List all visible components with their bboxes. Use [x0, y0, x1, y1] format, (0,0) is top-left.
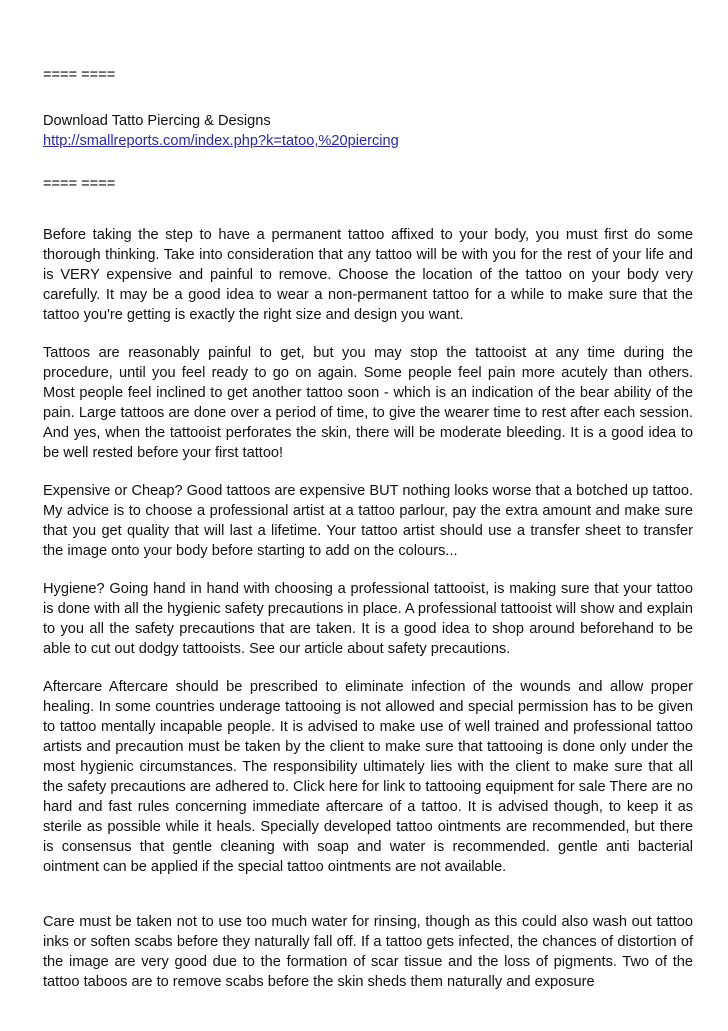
paragraph-hygiene: Hygiene? Going hand in hand with choosing a professional tattooist, is making sure that your tattoo is done with all the hygienic safety precautions in place. A professional tattooist will show and explain to you all the safety precautions that are taken. It is a good idea to shop around beforehand to be able to cut out dodgy tattooists. See our article about safety precautions.	[43, 581, 693, 657]
document-title: Download Tatto Piercing & Designs	[43, 113, 271, 129]
separator-top: ==== ====	[43, 67, 116, 83]
paragraph-pain: Tattoos are reasonably painful to get, but you may stop the tattooist at any time during the procedure, until you feel ready to go on again. Some people feel pain more acutely than others. Most people feel inclined to get another tattoo soon - which is an indication of the bear ability of the pain. Large tattoos are done over a period of time, to give the wearer time to rest after each session. And yes, when the tattooist perforates the skin, there will be moderate bleeding. It is a good idea to be well rested before your first tattoo!	[43, 345, 693, 461]
paragraph-care: Care must be taken not to use too much water for rinsing, though as this could also wash out tattoo inks or soften scabs before they naturally fall off. If a tattoo gets infected, the chances of distortion of the image are very good due to the formation of scar tissue and the loss of pigments. Two of the tattoo taboos are to remove scabs before the skin sheds them naturally and exposure	[43, 914, 693, 990]
paragraph-aftercare: Aftercare Aftercare should be prescribed to eliminate infection of the wounds and allow proper healing. In some countries underage tattooing is not allowed and special permission has to be given to tattoo mentally incapable people. It is advised to make use of well trained and professional tattoo artists and precaution must be taken by the client to make sure that tattooing is done only under the most hygienic circumstances. The responsibility ultimately lies with the client to make sure that all the safety precautions are adhered to. Click here for link to tattooing equipment for sale There are no hard and fast rules concerning immediate aftercare of a tattoo. It is advised though, to keep it as sterile as possible while it heals. Specially developed tattoo ointments are recommended, but there is consensus that gentle cleaning with soap and water is recommended. gentle anti bacterial ointment can be applied if the special tattoo ointments are not available.	[43, 679, 693, 875]
paragraph-intro: Before taking the step to have a permanent tattoo affixed to your body, you must first do some thorough thinking. Take into consideration that any tattoo will be with you for the rest of your life and is VERY expensive and painful to remove. Choose the location of the tattoo on your body very carefully. It may be a good idea to wear a non-permanent tattoo for a while to make sure that the tattoo you're getting is exactly the right size and design you want.	[43, 227, 693, 323]
download-link[interactable]: http://smallreports.com/index.php?k=tatoo,%20piercing	[43, 133, 399, 149]
separator-bottom: ==== ====	[43, 176, 116, 192]
paragraph-expensive: Expensive or Cheap? Good tattoos are expensive BUT nothing looks worse that a botched up tattoo. My advice is to choose a professional artist at a tattoo parlour, pay the extra amount and make sure that you get quality that will last a lifetime. Your tattoo artist should use a transfer sheet to transfer the image onto your body before starting to add on the colours...	[43, 483, 693, 559]
